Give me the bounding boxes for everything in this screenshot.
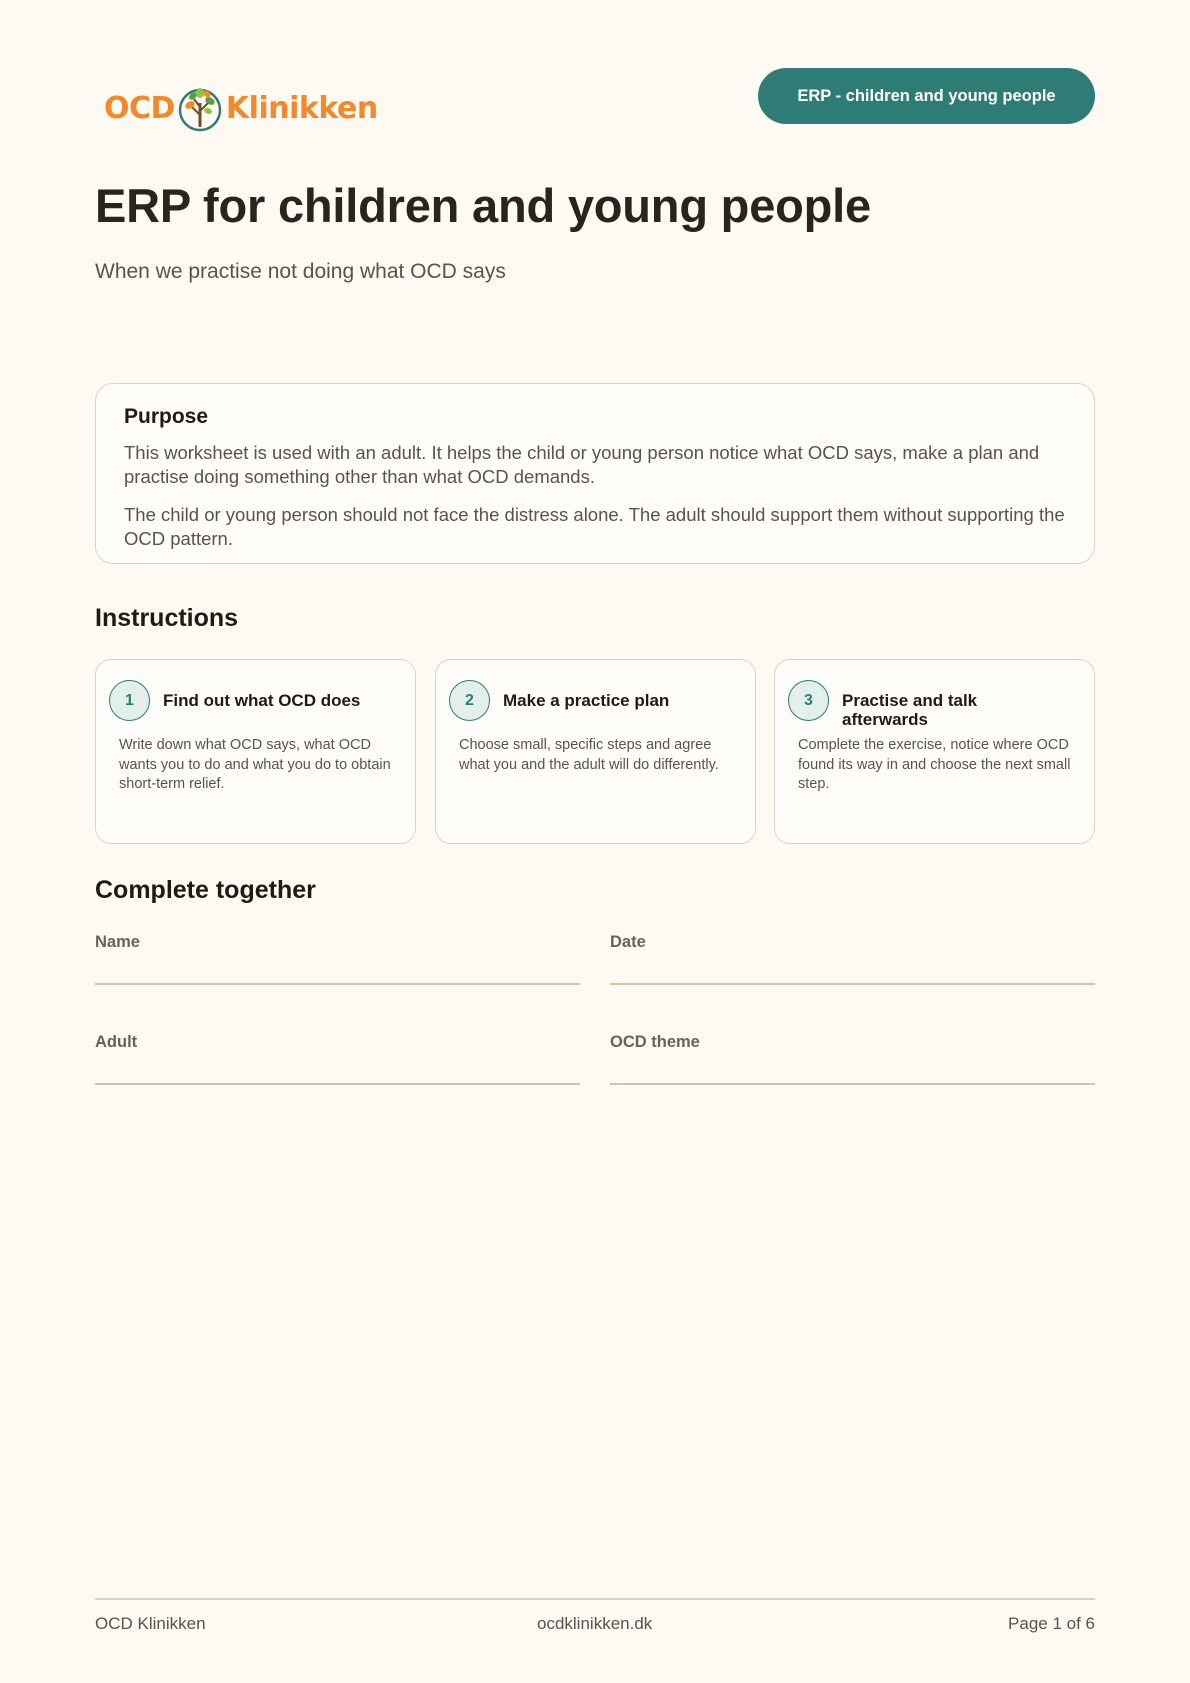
ocd-theme-field[interactable] bbox=[610, 1083, 1095, 1085]
step-number-badge: 1 bbox=[109, 680, 150, 721]
date-field-label: Date bbox=[610, 933, 646, 951]
ocd-klinikken-logo bbox=[104, 80, 378, 136]
purpose-heading: Purpose bbox=[124, 405, 209, 428]
topic-badge: ERP - children and young people bbox=[758, 68, 1095, 124]
step-description: Choose small, specific steps and agree what you and the adult will do differently. bbox=[459, 737, 719, 773]
footer-website: ocdklinikken.dk bbox=[537, 1614, 653, 1633]
tree-logo-icon bbox=[176, 81, 224, 135]
step-description: Write down what OCD says, what OCD wants you to do and what you do to obtain short-term relief. bbox=[119, 737, 391, 792]
adult-field[interactable] bbox=[95, 1083, 580, 1085]
footer-page-number: Page 1 of 6 bbox=[1008, 1614, 1095, 1633]
instruction-card bbox=[95, 659, 416, 844]
instruction-card bbox=[774, 659, 1095, 844]
date-field[interactable] bbox=[610, 983, 1095, 985]
step-title: Find out what OCD does bbox=[163, 691, 361, 710]
step-title: Practise and talk afterwards bbox=[842, 691, 978, 729]
adult-field-label: Adult bbox=[95, 1033, 138, 1051]
instruction-card bbox=[435, 659, 756, 844]
instructions-heading: Instructions bbox=[95, 604, 239, 632]
page-subtitle: When we practise not doing what OCD says bbox=[95, 260, 506, 283]
complete-together-heading: Complete together bbox=[95, 876, 316, 904]
purpose-paragraph: The child or young person should not face the distress alone. The adult should support them without supporting the OCD pattern. bbox=[124, 504, 1065, 549]
ocd-theme-field-label: OCD theme bbox=[610, 1033, 700, 1051]
step-title: Make a practice plan bbox=[503, 691, 670, 710]
logo-left-text: OCD bbox=[104, 90, 175, 126]
purpose-paragraph: This worksheet is used with an adult. It helps the child or young person notice what OCD says, make a plan and practise doing something other than what OCD demands. bbox=[124, 442, 1040, 487]
name-field-label: Name bbox=[95, 933, 140, 951]
step-number-badge: 2 bbox=[449, 680, 490, 721]
footer-divider bbox=[95, 1598, 1095, 1600]
logo-right-text: Klinikken bbox=[225, 90, 378, 126]
name-field[interactable] bbox=[95, 983, 580, 985]
step-number-badge: 3 bbox=[788, 680, 829, 721]
purpose-box bbox=[95, 383, 1095, 564]
step-description: Complete the exercise, notice where OCD found its way in and choose the next small step. bbox=[798, 737, 1071, 792]
footer-organization: OCD Klinikken bbox=[95, 1614, 206, 1633]
page-title: ERP for children and young people bbox=[95, 179, 871, 232]
